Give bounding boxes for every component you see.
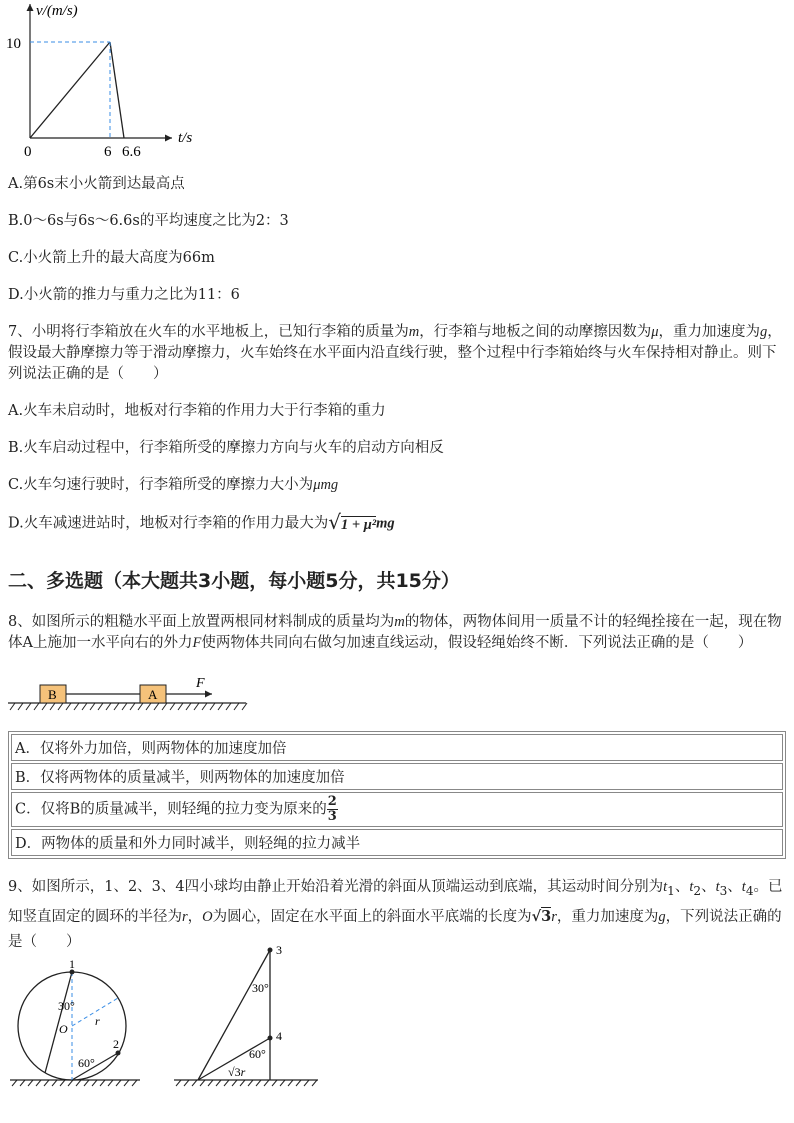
block-b-label: B [48,687,57,702]
q8-stem: 8、如图所示的粗糙水平面上放置两根同材料制成的质量均为m的物体，两物体间用一质量不计的轻绳拴接在一起，现在物体A上施加一水平向右的外力F使两物体共同向右做匀加速直线运动，假设轻绳始终不断．下列说法正确的是（ ） [8,614,782,651]
ground-hatch [10,703,247,710]
q7-option-c: C.火车匀速行驶时，行李箱所受的摩擦力大小为μmg [8,477,339,493]
ground-right-hatch [176,1080,317,1086]
y-tick-10: 10 [6,36,21,52]
ground-left-hatch [12,1080,137,1086]
center-o: O [59,1022,68,1036]
q8-option-c: C．仅将B的质量减半，则轻绳的拉力变为原来的 $\frac{2}{3}$ [11,792,783,827]
radius-r: r [95,1014,100,1028]
label-3: 3 [276,943,282,957]
q7-option-b: B.火车启动过程中，行李箱所受的摩擦力方向与火车的启动方向相反 [8,440,444,456]
q9-figures [0,940,330,1090]
q6-option-a: A.第6s末小火箭到达最高点 [8,176,185,192]
q8-option-b: B．仅将两物体的质量减半，则两物体的加速度加倍 [11,763,783,790]
ball-4 [268,1036,273,1041]
label-1: 1 [69,957,75,971]
q7-option-a: A.火车未启动时，地板对行李箱的作用力大于行李箱的重力 [8,403,386,419]
label-2: 2 [113,1037,119,1051]
q7-option-d: D.火车减速进站时，地板对行李箱的作用力最大为√1 + μ²mg [8,510,395,534]
velocity-time-graph [0,0,210,165]
q8-option-a: A．仅将外力加倍，则两物体的加速度加倍 [11,734,783,761]
fraction-two-thirds: $\frac{2}{3}$ [327,794,337,824]
q8-options-table [8,731,786,859]
q6-option-c: C.小火箭上升的最大高度为66m [8,250,215,266]
label-4: 4 [276,1029,282,1043]
q8-blocks-figure [0,674,260,714]
rise-segment [30,42,110,138]
ball-2 [116,1051,121,1056]
sqrt-symbol: √1 + μ² [328,510,377,534]
y-axis-label: v/(m/s) [36,3,78,19]
q8-option-d: D．两物体的质量和外力同时减半，则轻绳的拉力减半 [11,829,783,856]
x-tick-66: 6.6 [122,144,141,160]
block-a-label: A [148,687,158,702]
q6-option-d: D.小火箭的推力与重力之比为11：6 [8,287,240,303]
angle-30: 30° [58,999,75,1013]
x-tick-0: 0 [24,144,32,160]
q9-stem: 9、如图所示，1、2、3、4四小球均由静止开始沿着光滑的斜面从顶端运动到底端，其运动时间分别为$t_1$、$t_2$、$t_3$、$t_4$。已知竖直固定的圆环的半径为r，O为圆心，固定在水平面上的斜面水平底端的长度为√3r，重力加速度为g，下列说法正确的是（ ） [8,879,783,950]
q7-stem: 7、小明将行李箱放在火车的水平地板上，已知行李箱的质量为m，行李箱与地板之间的动摩擦因数为μ，重力加速度为g，假设最大静摩擦力等于滑动摩擦力，火车始终在水平面内沿直线行驶，整个过程中行李箱始终与火车保持相对静止。则下列说法正确的是（ ） [8,324,782,382]
force-label: F [196,676,205,691]
x-axis-label: t/s [178,130,193,146]
fall-segment [110,42,124,138]
q6-option-b: B.0～6s与6s～6.6s的平均速度之比为2：3 [8,213,289,229]
section-title-multi-choice: 二、多选题（本大题共3小题，每小题5分，共15分） [8,570,460,592]
ball-3 [268,948,273,953]
x-tick-6: 6 [104,144,112,160]
angle-60: 60° [78,1056,95,1070]
angle-60-right: 60° [249,1047,266,1061]
angle-30-right: 30° [252,981,269,995]
base-length: √3r [228,1065,246,1079]
